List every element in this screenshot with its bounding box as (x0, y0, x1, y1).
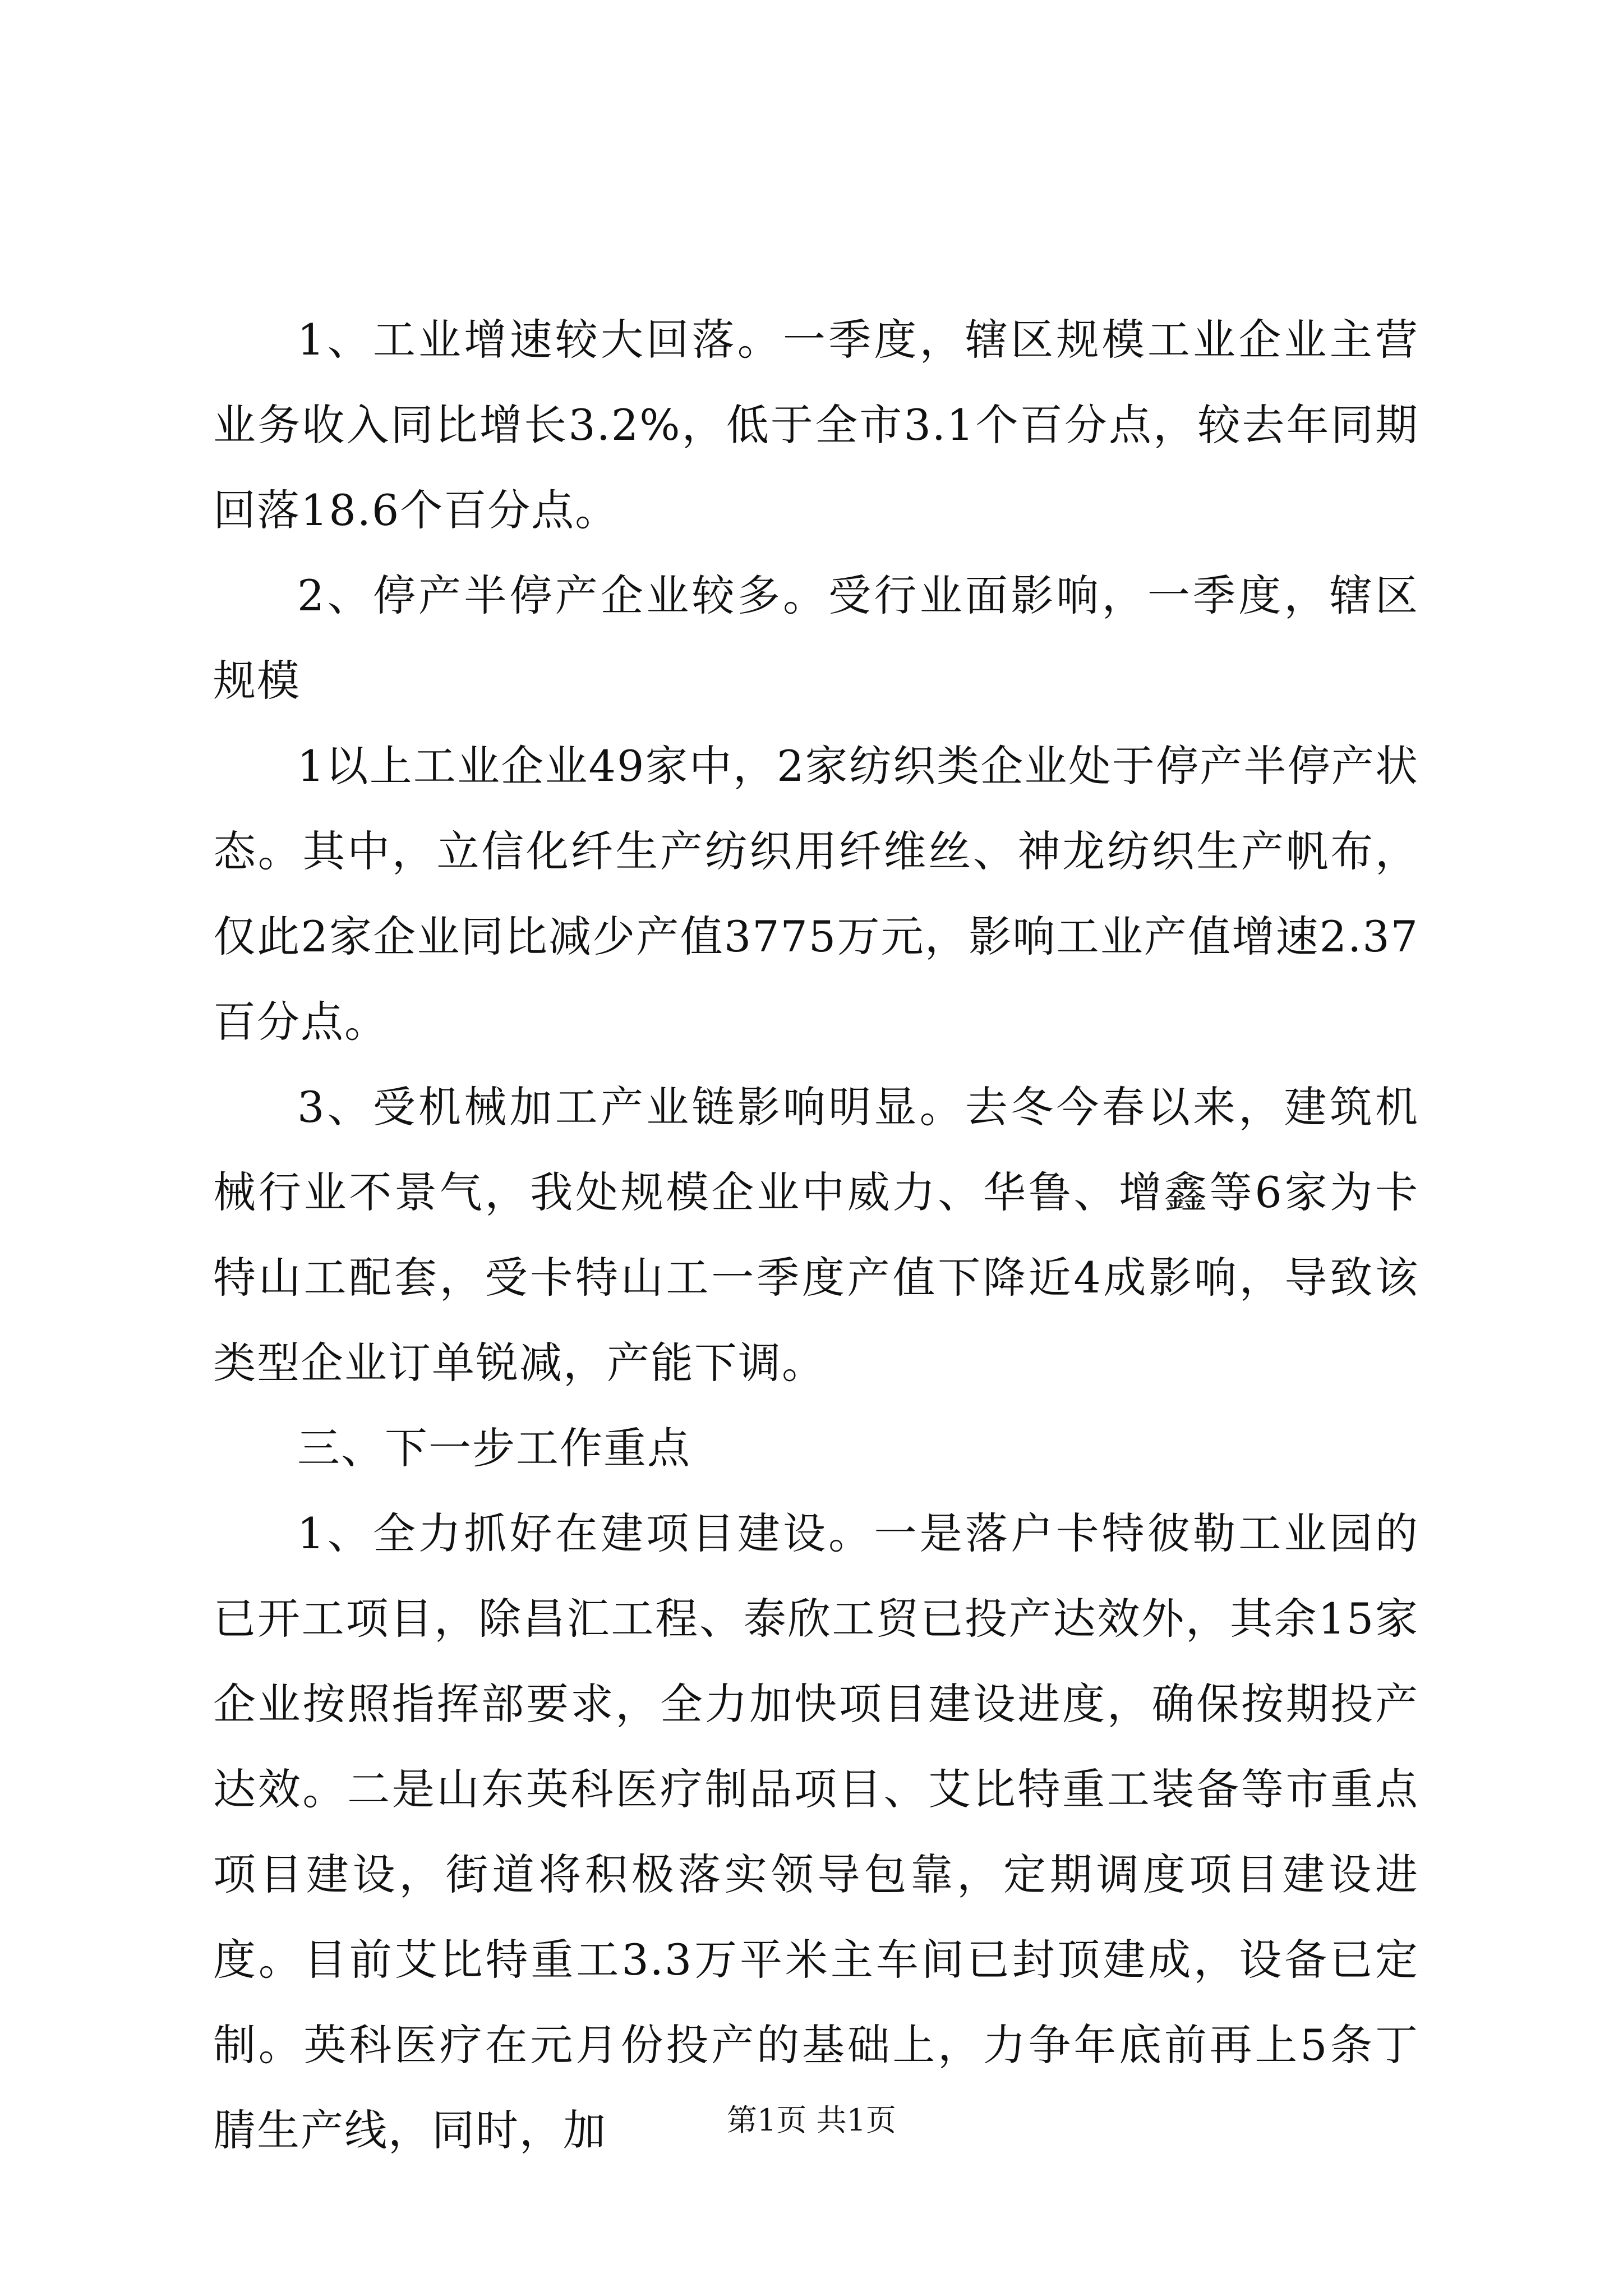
document-body (213, 297, 1419, 2173)
section-heading-next-steps: 三、下一步工作重点 (297, 1423, 691, 1473)
page-footer: 第1页 共1页 (727, 2102, 896, 2138)
paragraph-industrial-growth: 1、工业增速较大回落。一季度，辖区规模工业企业主营业务收入同比增长3.2%，低于全市3.1个百分点，较去年同期回落18.6个百分点。 (213, 315, 1419, 535)
paragraph-stopped-enterprises: 2、停产半停产企业较多。受行业面影响，一季度，辖区规模 (213, 570, 1419, 706)
paragraph-stopped-enterprises-detail: 1以上工业企业49家中，2家纺织类企业处于停产半停产状态。其中，立信化纤生产纺织用纤维丝、神龙纺织生产帆布，仅此2家企业同比减少产值3775万元，影响工业产值增速2.37百分点。 (213, 741, 1419, 1047)
paragraph-project-construction: 1、全力抓好在建项目建设。一是落户卡特彼勒工业园的已开工项目，除昌汇工程、泰欣工贸已投产达效外，其余15家企业按照指挥部要求，全力加快项目建设进度，确保按期投产达效。二是山东英科医疗制品项目、艾比特重工装备等市重点项目建设，街道将积极落实领导包靠，定期调度项目建设进度。目前艾比特重工3.3万平米主车间已封顶建成，设备已定制。英科医疗在元月份投产的基础上，力争年底前再上5条丁腈生产线，同时，加 (213, 1508, 1419, 2155)
paragraph-machinery-chain: 3、受机械加工产业链影响明显。去冬今春以来，建筑机械行业不景气，我处规模企业中威力、华鲁、增鑫等6家为卡特山工配套，受卡特山工一季度产值下降近4成影响，导致该类型企业订单锐减，产能下调。 (213, 1082, 1419, 1388)
